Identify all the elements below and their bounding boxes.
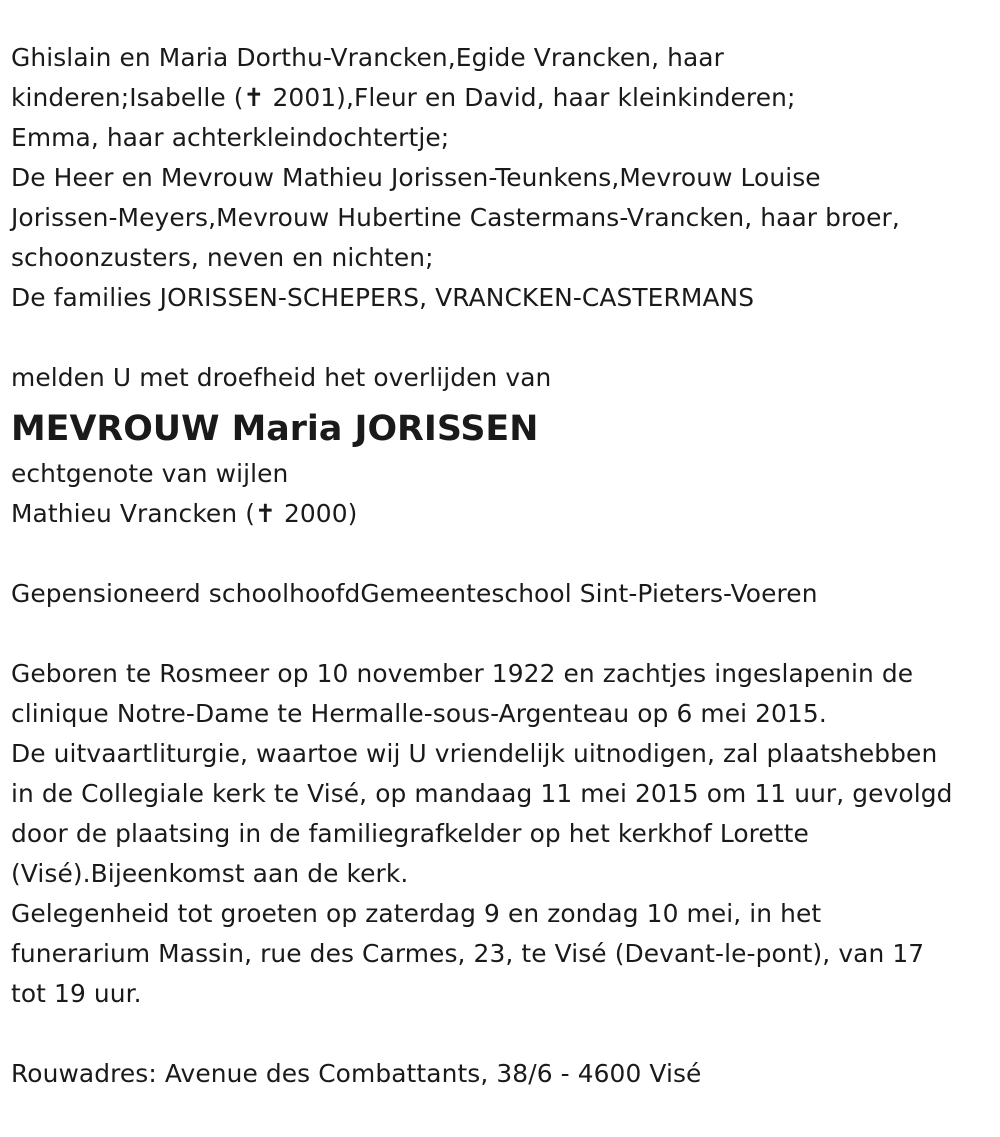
family-line: De families JORISSEN-SCHEPERS, VRANCKEN-CASTERMANS (11, 283, 755, 312)
spacer (11, 318, 996, 358)
family-line: Emma, haar achterkleindochtertje; (11, 123, 450, 152)
announcement-text: melden U met droefheid het overlijden van (11, 363, 552, 392)
details-line: funerarium Massin, rue des Carmes, 23, te Visé (Devant-le-pont), van 17 (11, 939, 925, 968)
details-line: (Visé).Bijeenkomst aan de kerk. (11, 859, 409, 888)
details-line: in de Collegiale kerk te Visé, op mandaag 11 mei 2015 om 11 uur, gevolgd (11, 779, 953, 808)
details-line: door de plaatsing in de familiegrafkelder op het kerkhof Lorette (11, 819, 809, 848)
details-section (11, 654, 996, 1014)
details-line: tot 19 uur. (11, 979, 142, 1008)
details-line: Gelegenheid tot groeten op zaterdag 9 en zondag 10 mei, in het (11, 899, 822, 928)
family-line: kinderen;Isabelle (✝ 2001),Fleur en David, haar kleinkinderen; (11, 83, 796, 112)
spouse-line: Mathieu Vrancken (✝ 2000) (11, 499, 358, 528)
deceased-name: MEVROUW Maria JORISSEN (11, 409, 539, 449)
spacer (11, 1014, 996, 1054)
details-line: clinique Notre-Dame te Hermalle-sous-Argenteau op 6 mei 2015. (11, 699, 827, 728)
details-line: Geboren te Rosmeer op 10 november 1922 en zachtjes ingeslapenin de (11, 659, 914, 688)
spouse-line: echtgenote van wijlen (11, 459, 289, 488)
spacer (11, 614, 996, 654)
family-section (11, 38, 996, 318)
family-line: De Heer en Mevrouw Mathieu Jorissen-Teunkens,Mevrouw Louise (11, 163, 821, 192)
details-line: De uitvaartliturgie, waartoe wij U vriendelijk uitnodigen, zal plaatshebben (11, 739, 938, 768)
family-line: Jorissen-Meyers,Mevrouw Hubertine Castermans-Vrancken, haar broer, (11, 203, 900, 232)
occupation-text: Gepensioneerd schoolhoofdGemeenteschool Sint-Pieters-Voeren (11, 579, 818, 608)
obituary-notice (11, 38, 996, 1094)
family-line: Ghislain en Maria Dorthu-Vrancken,Egide Vrancken, haar (11, 43, 724, 72)
mourning-address: Rouwadres: Avenue des Combattants, 38/6 - 4600 Visé (11, 1059, 702, 1088)
spacer (11, 534, 996, 574)
family-line: schoonzusters, neven en nichten; (11, 243, 434, 272)
